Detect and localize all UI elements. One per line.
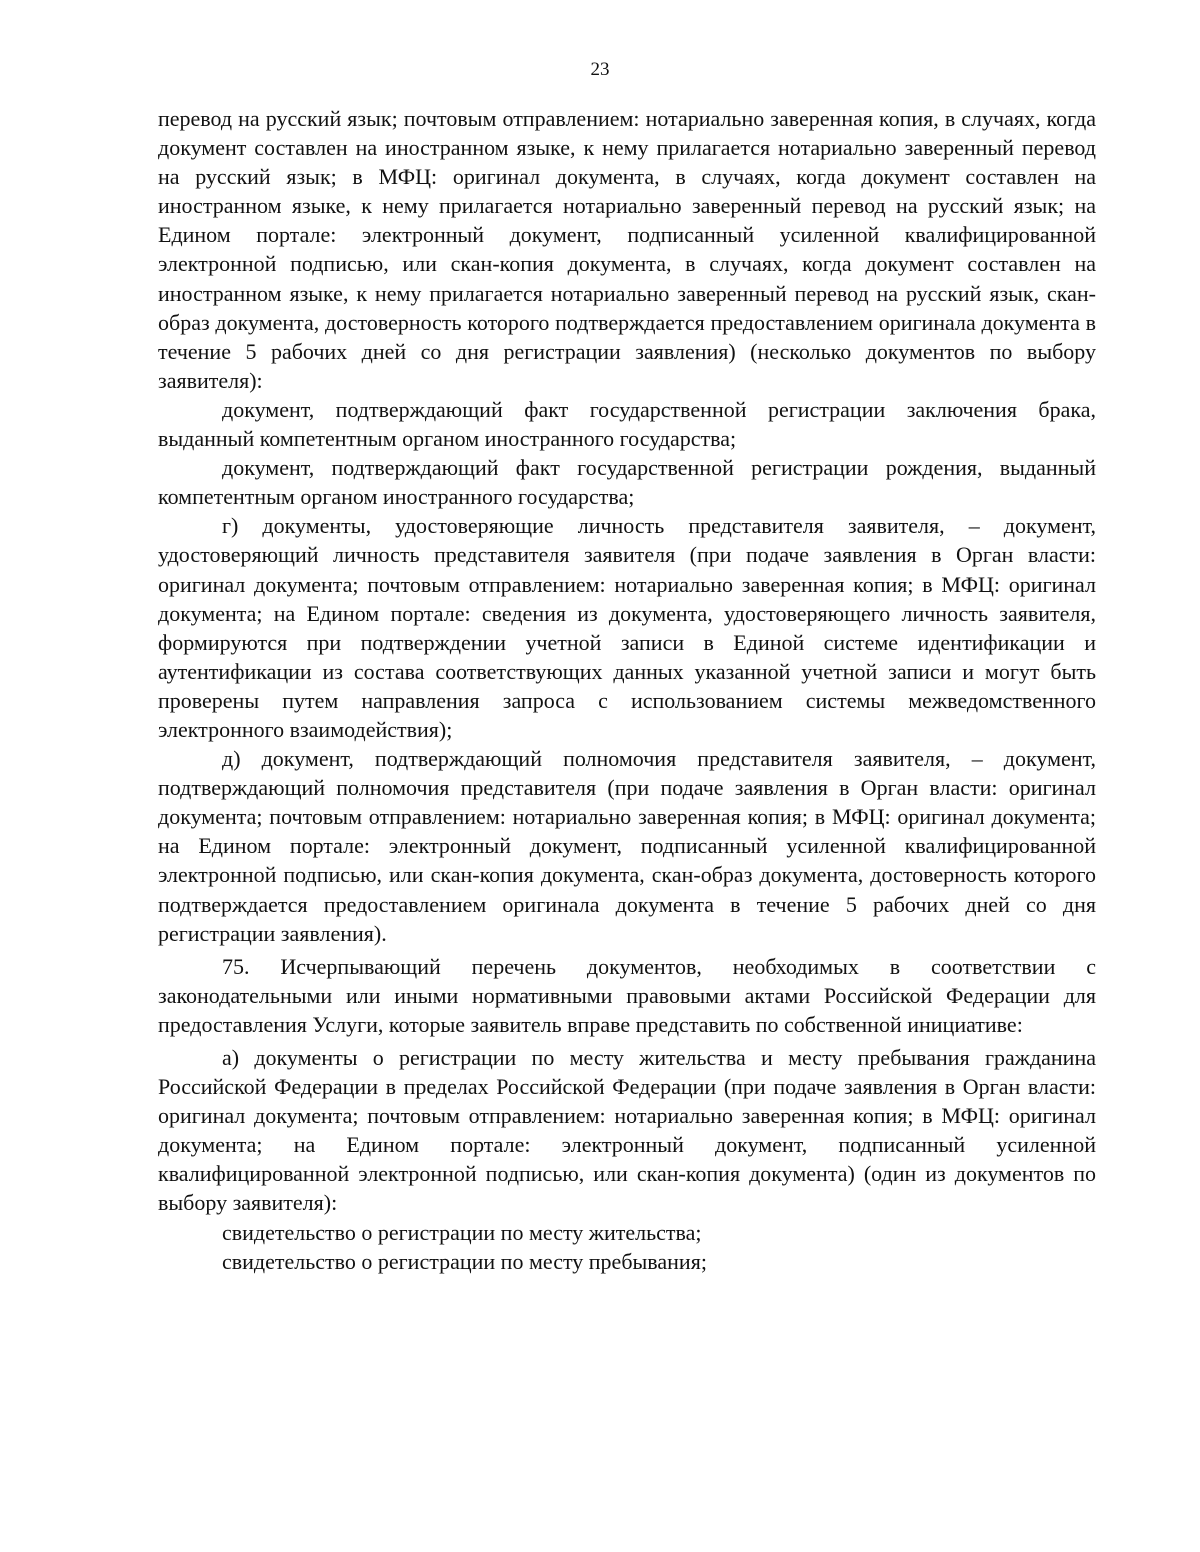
paragraph-birth-document: документ, подтверждающий факт государственной регистрации рождения, выданный компетентным органом иностранного государства; xyxy=(158,455,1096,510)
paragraph-item-a-registration-documents: а) документы о регистрации по месту жительства и месту пребывания гражданина Российской Федерации в пределах Российской Федерации (при подаче заявления в Орган власти: оригинал документа; почтовым отправлением: нотариально заверенная копия; в МФЦ: оригинал документа; на Едином портале: электронный документ, подписанный усиленной квалифицированной электронной подписью, или скан-копия документа) (один из документов по выбору заявителя): xyxy=(158,1045,1096,1216)
paragraph-item-d-representative-authority: д) документ, подтверждающий полномочия представителя заявителя, – документ, подтверждающий полномочия представителя (при подаче заявления в Орган власти: оригинал документа; почтовым отправлением: нотариально заверенная копия; в МФЦ: оригинал документа; на Едином портале: электронный документ, подписанный усиленной квалифицированной электронной подписью, или скан-копия документа, скан-образ документа, достоверность которого подтверждается предоставлением оригинала документа в течение 5 рабочих дней со дня регистрации заявления). xyxy=(158,746,1096,946)
document-body xyxy=(158,104,1096,1276)
paragraph-residence-certificate: свидетельство о регистрации по месту жительства; xyxy=(222,1219,702,1245)
paragraph-section-75: 75. Исчерпывающий перечень документов, необходимых в соответствии с законодательными или иными нормативными правовыми актами Российской Федерации для предоставления Услуги, которые заявитель вправе представить по собственной инициативе: xyxy=(158,953,1096,1037)
paragraph-item-g-representative-identity: г) документы, удостоверяющие личность представителя заявителя, – документ, удостоверяющий личность представителя заявителя (при подаче заявления в Орган власти: оригинал документа; почтовым отправлением: нотариально заверенная копия; в МФЦ: оригинал документа; на Едином портале: сведения из документа, удостоверяющего личность заявителя, формируются при подтверждении учетной записи в Единой системе идентификации и аутентификации из состава соответствующих данных указанной учетной записи и могут быть проверены путем направления запроса с использованием системы межведомственного электронного взаимодействия); xyxy=(158,513,1096,742)
paragraph-stay-certificate: свидетельство о регистрации по месту пребывания; xyxy=(222,1248,707,1274)
page-number: 23 xyxy=(590,59,610,80)
paragraph-marriage-document: документ, подтверждающий факт государственной регистрации заключения брака, выданный компетентным органом иностранного государства; xyxy=(158,396,1096,452)
paragraph-continuation: перевод на русский язык; почтовым отправлением: нотариально заверенная копия, в случаях, когда документ составлен на иностранном языке, к нему прилагается нотариально заверенный перевод на русский язык; в МФЦ: оригинал документа, в случаях, когда документ составлен на иностранном языке, к нему прилагается нотариально заверенный перевод на русский язык; на Едином портале: электронный документ, подписанный усиленной квалифицированной электронной подписью, или скан-копия документа, в случаях, когда документ составлен на иностранном языке, к нему прилагается нотариально заверенный перевод на русский язык, скан-образ документа, достоверность которого подтверждается предоставлением оригинала документа в течение 5 рабочих дней со дня регистрации заявления) (несколько документов по выбору заявителя): xyxy=(158,106,1096,393)
